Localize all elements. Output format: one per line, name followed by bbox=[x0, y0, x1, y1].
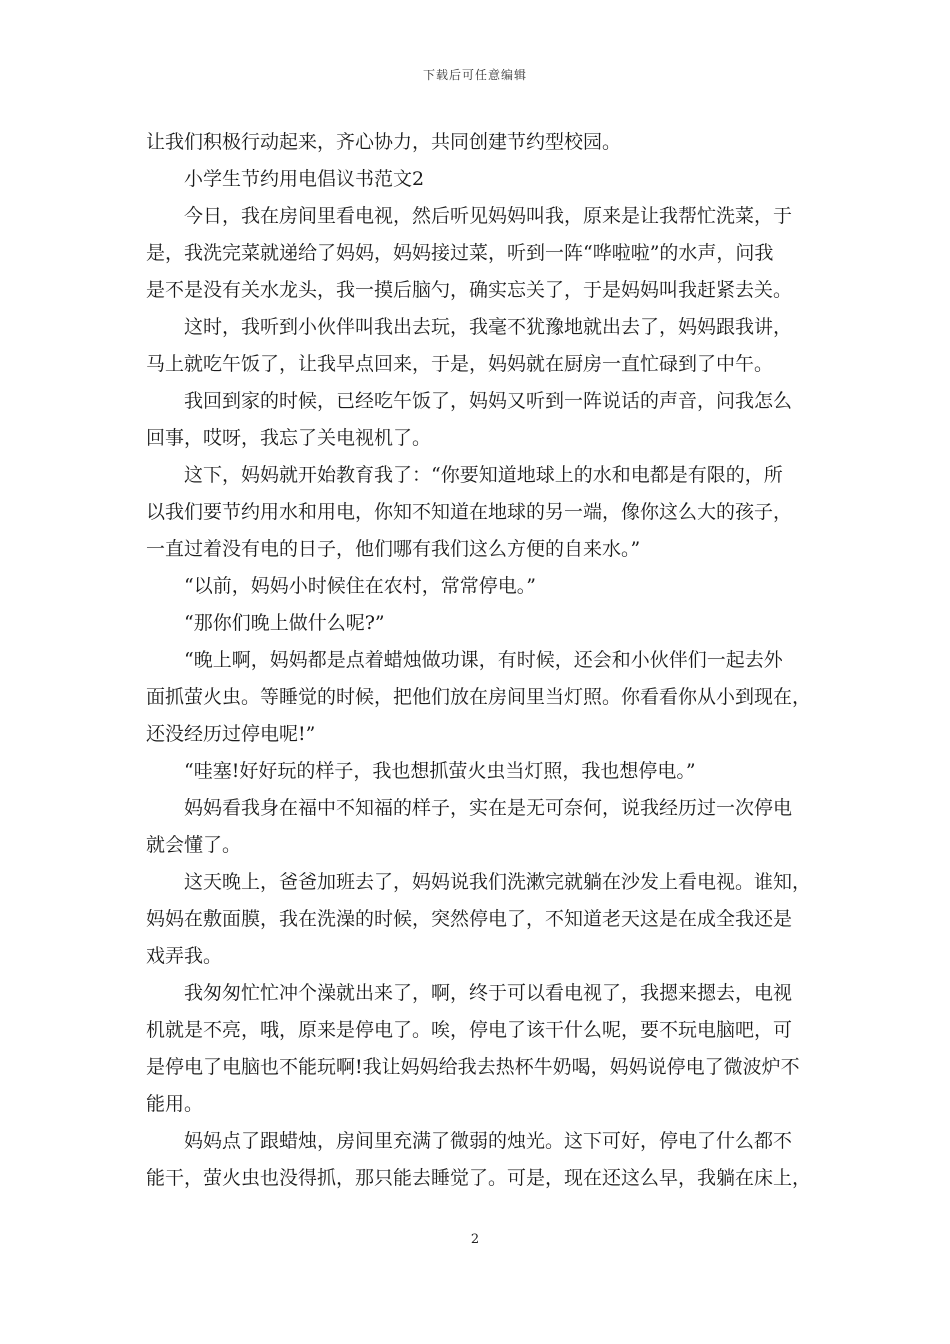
text-line: 就会懂了。 bbox=[146, 834, 242, 856]
text-line: 是不是没有关水龙头，我一摸后脑勺，确实忘关了，于是妈妈叫我赶紧去关。 bbox=[146, 279, 793, 301]
text-line: 还没经历过停电呢!” bbox=[146, 723, 316, 745]
text-line: “以前，妈妈小时候住在农村，常常停电。” bbox=[184, 575, 536, 597]
text-line: 能用。 bbox=[146, 1093, 204, 1115]
text-line: 今日，我在房间里看电视，然后听见妈妈叫我，原来是让我帮忙洗菜，于 bbox=[184, 205, 793, 227]
text-line: 机就是不亮，哦，原来是停电了。唉，停电了该干什么呢，要不玩电脑吧，可 bbox=[146, 1019, 793, 1041]
text-line: 让我们积极行动起来，齐心协力，共同创建节约型校园。 bbox=[146, 131, 622, 153]
text-line: 这时，我听到小伙伴叫我出去玩，我毫不犹豫地就出去了，妈妈跟我讲， bbox=[184, 316, 793, 338]
text-line: 小学生节约用电倡议书范文2 bbox=[184, 168, 425, 190]
text-line: 马上就吃午饭了，让我早点回来，于是，妈妈就在厨房一直忙碌到了中午。 bbox=[146, 353, 774, 375]
text-line: 以我们要节约用水和用电，你知不知道在地球的另一端，像你这么大的孩子， bbox=[146, 501, 793, 523]
text-line: 回事，哎呀，我忘了关电视机了。 bbox=[146, 427, 432, 449]
text-line: 是停电了电脑也不能玩啊!我让妈妈给我去热杯牛奶喝，妈妈说停电了微波炉不 bbox=[146, 1056, 800, 1078]
text-line: 妈妈点了跟蜡烛，房间里充满了微弱的烛光。这下可好，停电了什么都不 bbox=[184, 1130, 793, 1152]
text-line: 这下，妈妈就开始教育我了：“你要知道地球上的水和电都是有限的，所 bbox=[184, 464, 783, 486]
document-body bbox=[146, 124, 818, 1197]
page-number: 2 bbox=[470, 1232, 480, 1247]
text-line: 我匆匆忙忙冲个澡就出来了，啊，终于可以看电视了，我摁来摁去，电视 bbox=[184, 982, 793, 1004]
text-line: 是，我洗完菜就递给了妈妈，妈妈接过菜，听到一阵“哗啦啦”的水声，问我 bbox=[146, 242, 774, 264]
page-header: 下载后可任意编辑 bbox=[422, 68, 527, 82]
text-line: 能干，萤火虫也没得抓，那只能去睡觉了。可是，现在还这么早，我躺在床上， bbox=[146, 1167, 812, 1189]
text-line: 面抓萤火虫。等睡觉的时候，把他们放在房间里当灯照。你看看你从小到现在， bbox=[146, 686, 812, 708]
text-line: 妈妈在敷面膜，我在洗澡的时候，突然停电了，不知道老天这是在成全我还是 bbox=[146, 908, 793, 930]
text-line: 我回到家的时候，已经吃午饭了，妈妈又听到一阵说话的声音，问我怎么 bbox=[184, 390, 793, 412]
text-line: “晚上啊，妈妈都是点着蜡烛做功课，有时候，还会和小伙伴们一起去外 bbox=[184, 649, 783, 671]
text-line: 戏弄我。 bbox=[146, 945, 223, 967]
text-line: 一直过着没有电的日子，他们哪有我们这么方便的自来水。” bbox=[146, 538, 641, 560]
text-line: “哇塞!好好玩的样子，我也想抓萤火虫当灯照，我也想停电。” bbox=[184, 760, 696, 782]
text-line: “那你们晚上做什么呢?” bbox=[184, 612, 385, 634]
text-line: 妈妈看我身在福中不知福的样子，实在是无可奈何，说我经历过一次停电 bbox=[184, 797, 793, 819]
text-line: 这天晚上，爸爸加班去了，妈妈说我们洗漱完就躺在沙发上看电视。谁知， bbox=[184, 871, 812, 893]
